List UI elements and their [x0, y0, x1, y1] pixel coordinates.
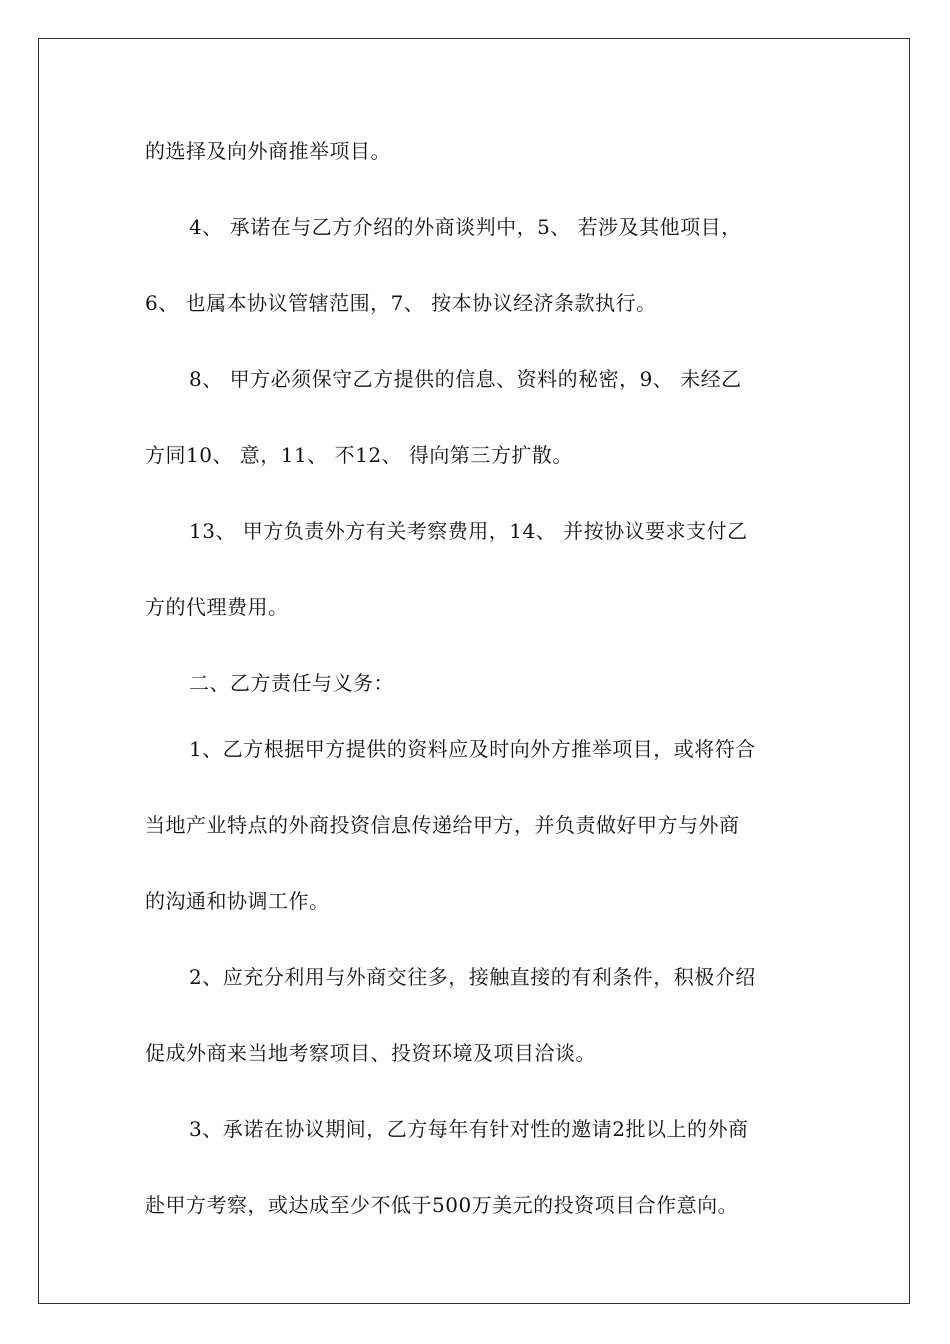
text-line-12: 2、应充分利用与外商交往多，接触直接的有利条件，积极介绍	[189, 965, 756, 989]
text-line-1: 的选择及向外商推举项目。	[145, 139, 391, 163]
text-line-3: 6、 也属本协议管辖范围，7、 按本协议经济条款执行。	[145, 291, 657, 315]
text-line-9: 1、乙方根据甲方提供的资料应及时向外方推举项目，或将符合	[189, 737, 756, 761]
text-line-2: 4、 承诺在与乙方介绍的外商谈判中，5、 若涉及其他项目，	[189, 215, 742, 239]
text-line-15: 赴甲方考察，或达成至少不低于500万美元的投资项目合作意向。	[145, 1193, 739, 1217]
text-line-4: 8、 甲方必须保守乙方提供的信息、资料的秘密，9、 未经乙	[189, 367, 742, 391]
text-line-14: 3、承诺在协议期间，乙方每年有针对性的邀请2批以上的外商	[189, 1117, 749, 1141]
text-line-13: 促成外商来当地考察项目、投资环境及项目洽谈。	[145, 1041, 596, 1065]
text-line-10: 当地产业特点的外商投资信息传递给甲方，并负责做好甲方与外商	[145, 813, 740, 837]
section-heading: 二、乙方责任与义务：	[189, 671, 394, 695]
text-line-5: 方同10、 意，11、 不12、 得向第三方扩散。	[145, 443, 573, 467]
text-line-6: 13、 甲方负责外方有关考察费用，14、 并按协议要求支付乙	[189, 519, 748, 543]
text-line-11: 的沟通和协调工作。	[145, 889, 330, 913]
text-line-7: 方的代理费用。	[145, 595, 289, 619]
